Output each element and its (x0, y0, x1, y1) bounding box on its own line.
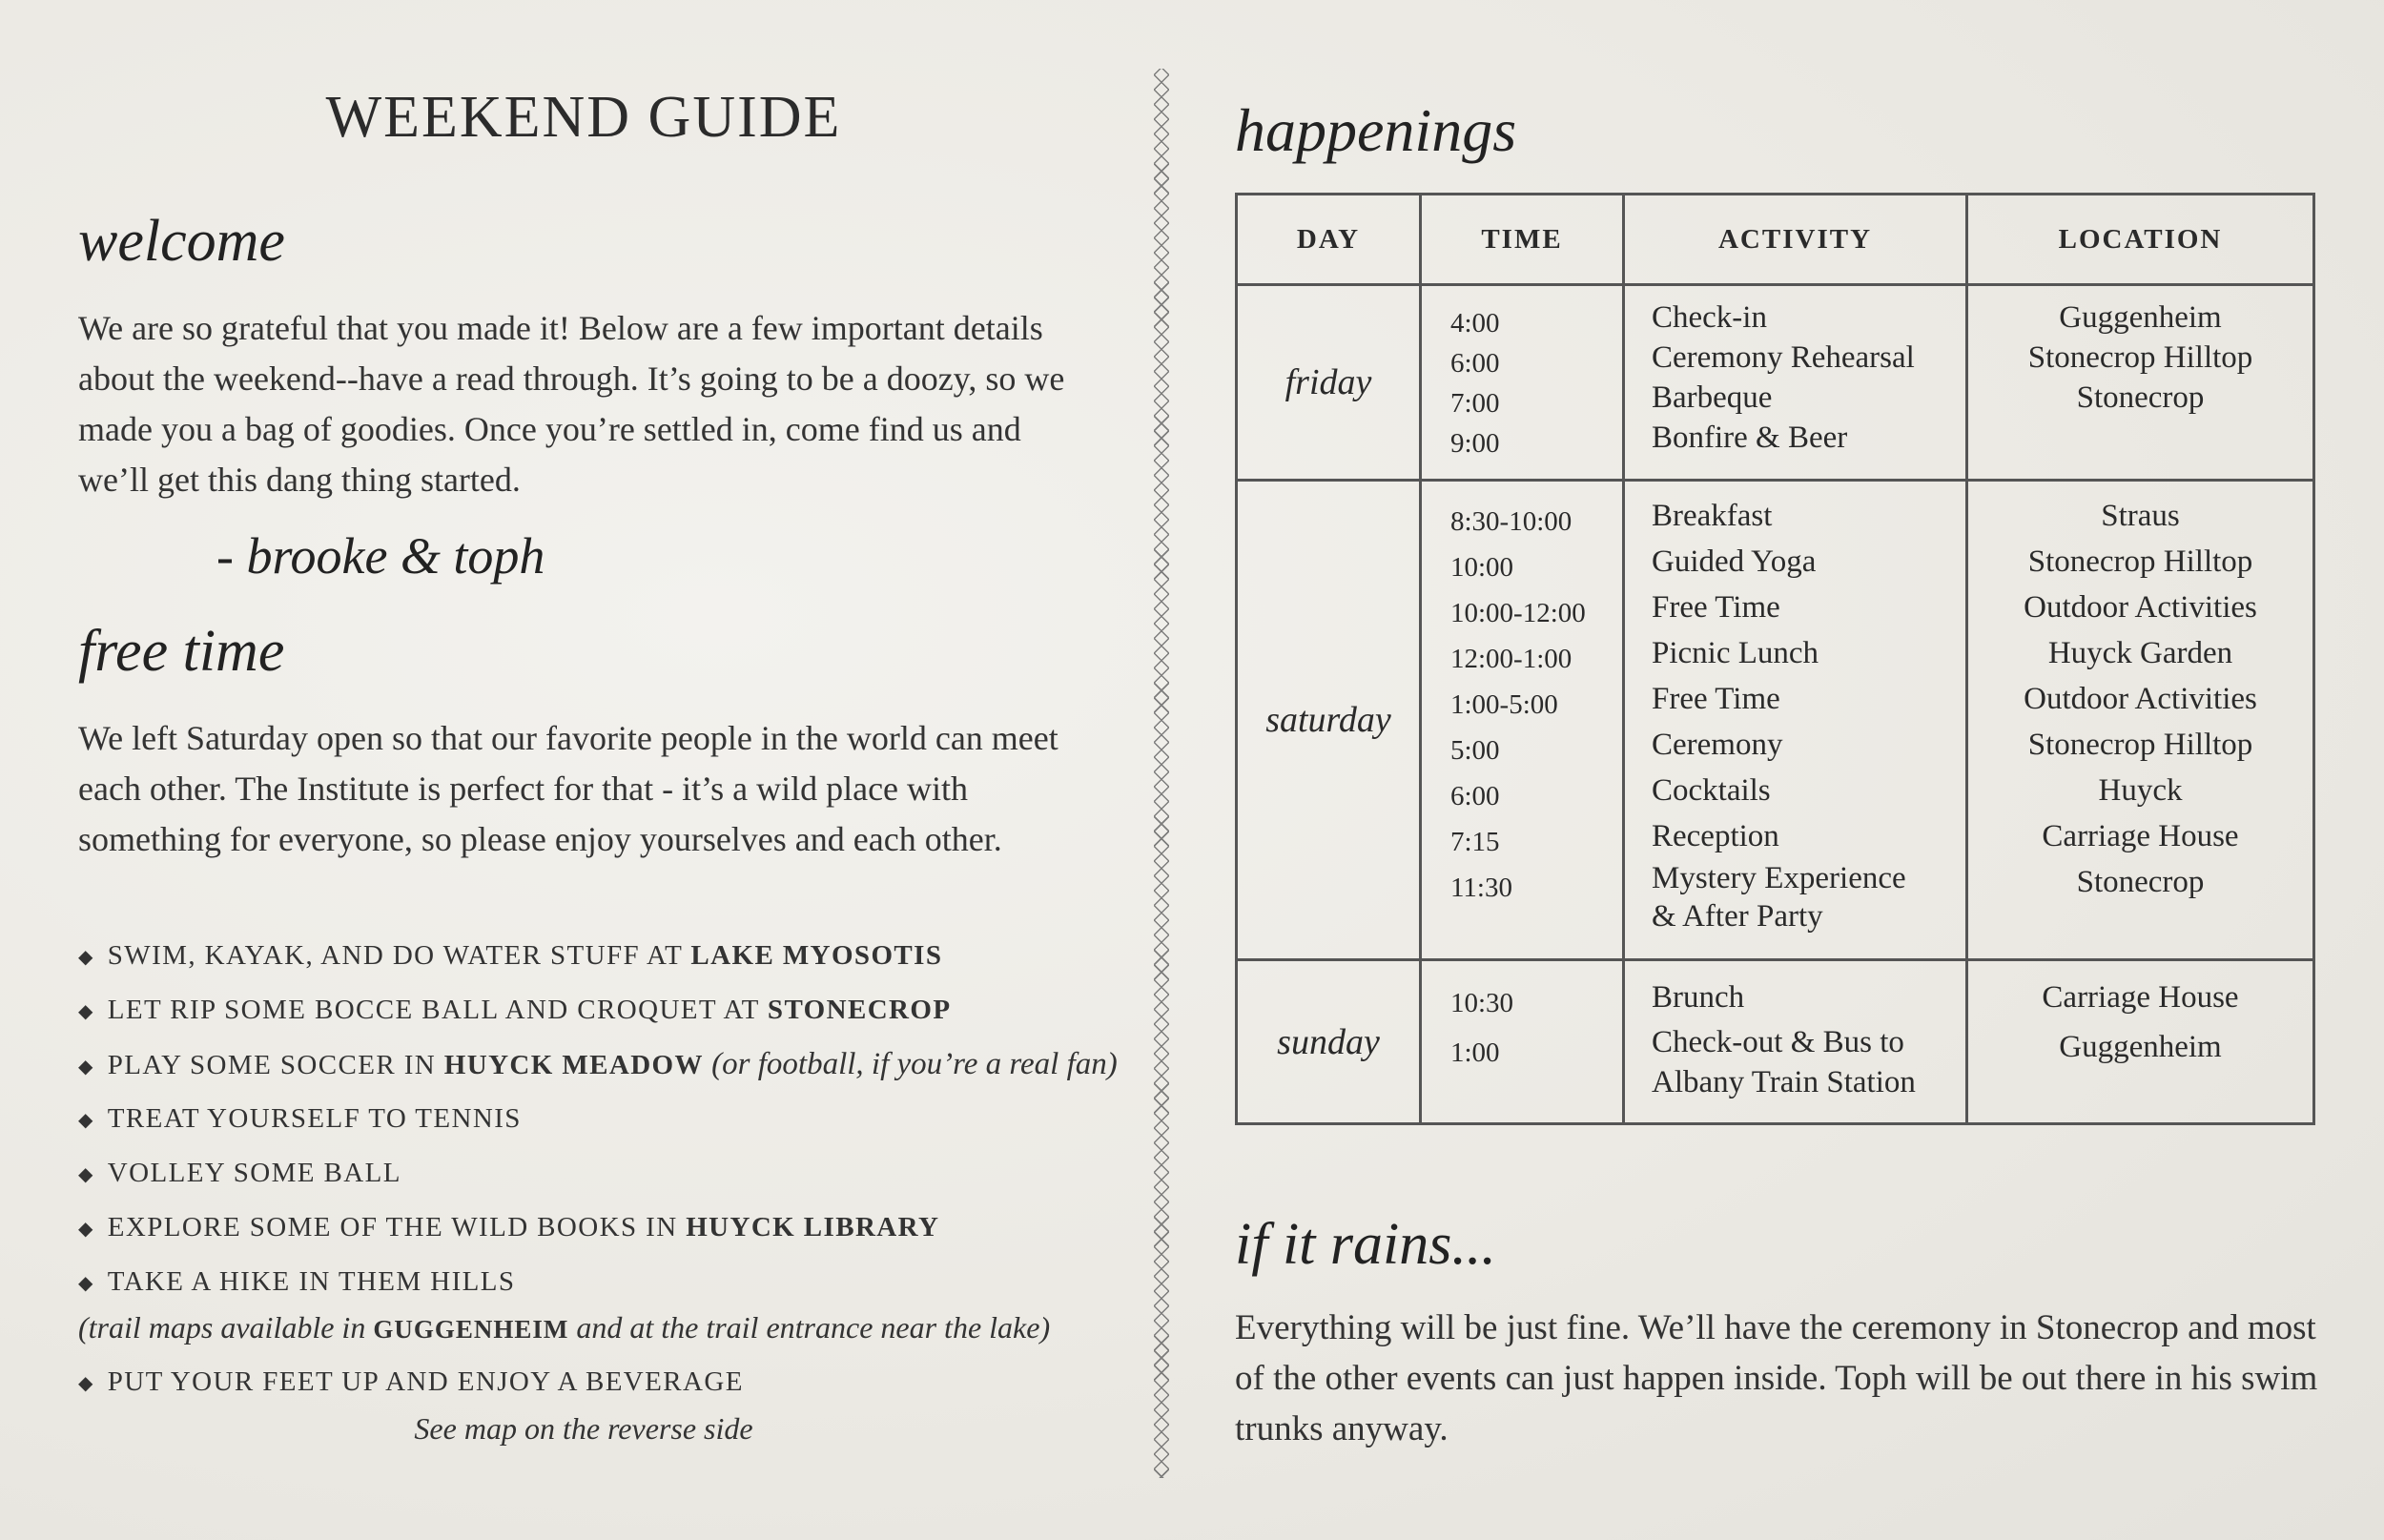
bullet-icon: ◆ (78, 1110, 94, 1132)
time-cell: 4:00 6:00 7:00 9:00 (1421, 285, 1624, 481)
table-row (1237, 285, 2314, 481)
welcome-heading: welcome (78, 209, 285, 274)
day-cell: sunday (1237, 960, 1421, 1124)
schedule-table (1235, 193, 2315, 1125)
bullet-icon: ◆ (78, 1057, 94, 1078)
bullet-icon: ◆ (78, 1001, 94, 1023)
welcome-text: We are so grateful that you made it! Below are a few important details about the weekend--have a read through. It’s going to be a doozy, so we made you a bag of goodies. Once you’re settled in, come find us and we’ll get this dang thing started. (78, 309, 1065, 499)
day-cell: saturday (1237, 481, 1421, 960)
header-activity: ACTIVITY (1624, 195, 1967, 285)
activity-cell: Brunch Check-out & Bus to Albany Train Station (1624, 960, 1967, 1124)
column-divider (1154, 69, 1169, 1478)
bullet-icon: ◆ (78, 947, 94, 969)
activity-list (78, 933, 1127, 1413)
trail-map-note: (trail maps available in GUGGENHEIM and at the trail entrance near the lake) (78, 1310, 1051, 1345)
table-header-row (1237, 195, 2314, 285)
table-row (1237, 960, 2314, 1124)
table-row (1237, 481, 2314, 960)
signature: - brooke & toph (216, 527, 545, 585)
list-item: ◆ LET RIP SOME BOCCE BALL AND CROQUET AT STONECROP (78, 995, 952, 1025)
day-cell: friday (1237, 285, 1421, 481)
rain-heading: if it rains... (1235, 1212, 1496, 1277)
location-cell: Carriage House Guggenheim (1967, 960, 2314, 1124)
bullet-icon: ◆ (78, 1219, 94, 1241)
location-cell: Straus Stonecrop Hilltop Outdoor Activities Huyck Garden Outdoor Activities Stonecrop Hilltop Huyck Carriage House Stonecrop (1967, 481, 2314, 960)
free-time-text: We left Saturday open so that our favorite people in the world can meet each other. The Institute is perfect for that - it’s a wild place with something for everyone, so please enjoy yourselves and each other. (78, 719, 1058, 858)
list-item: ◆ PUT YOUR FEET UP AND ENJOY A BEVERAGE (78, 1366, 744, 1397)
map-note: See map on the reverse side (414, 1411, 753, 1446)
rain-text: Everything will be just fine. We’ll have the ceremony in Stonecrop and most of the other events can just happen inside. Toph will be out there in his swim trunks anyway. (1235, 1308, 2318, 1448)
list-item: ◆ VOLLEY SOME BALL (78, 1158, 401, 1188)
time-cell: 10:30 1:00 (1421, 960, 1624, 1124)
free-time-heading: free time (78, 619, 285, 684)
list-item: ◆ PLAY SOME SOCCER IN HUYCK MEADOW (or football, if you’re a real fan) (78, 1047, 1118, 1081)
happenings-heading: happenings (1235, 96, 1517, 164)
list-item: ◆ EXPLORE SOME OF THE WILD BOOKS IN HUYCK LIBRARY (78, 1212, 940, 1242)
bullet-icon: ◆ (78, 1164, 94, 1186)
page-title: WEEKEND GUIDE (325, 85, 842, 150)
header-location: LOCATION (1967, 195, 2314, 285)
activity-cell: Breakfast Guided Yoga Free Time Picnic Lunch Free Time Ceremony Cocktails Reception Mystery Experience & After Party (1624, 481, 1967, 960)
bullet-icon: ◆ (78, 1273, 94, 1295)
list-item: ◆ SWIM, KAYAK, AND DO WATER STUFF AT LAKE MYOSOTIS (78, 940, 943, 971)
time-cell: 8:30-10:00 10:00 10:00-12:00 12:00-1:00 1:00-5:00 5:00 6:00 7:15 11:30 (1421, 481, 1624, 960)
header-day: DAY (1237, 195, 1421, 285)
activity-cell: Check-in Ceremony Rehearsal Barbeque Bonfire & Beer (1624, 285, 1967, 481)
location-cell: Guggenheim Stonecrop Hilltop Stonecrop (1967, 285, 2314, 481)
list-item: ◆ TAKE A HIKE IN THEM HILLS (trail maps available in GUGGENHEIM and at the trail entrance near the lake) (78, 1259, 1127, 1359)
list-item: ◆ TREAT YOURSELF TO TENNIS (78, 1103, 522, 1134)
header-time: TIME (1421, 195, 1624, 285)
bullet-icon: ◆ (78, 1373, 94, 1395)
